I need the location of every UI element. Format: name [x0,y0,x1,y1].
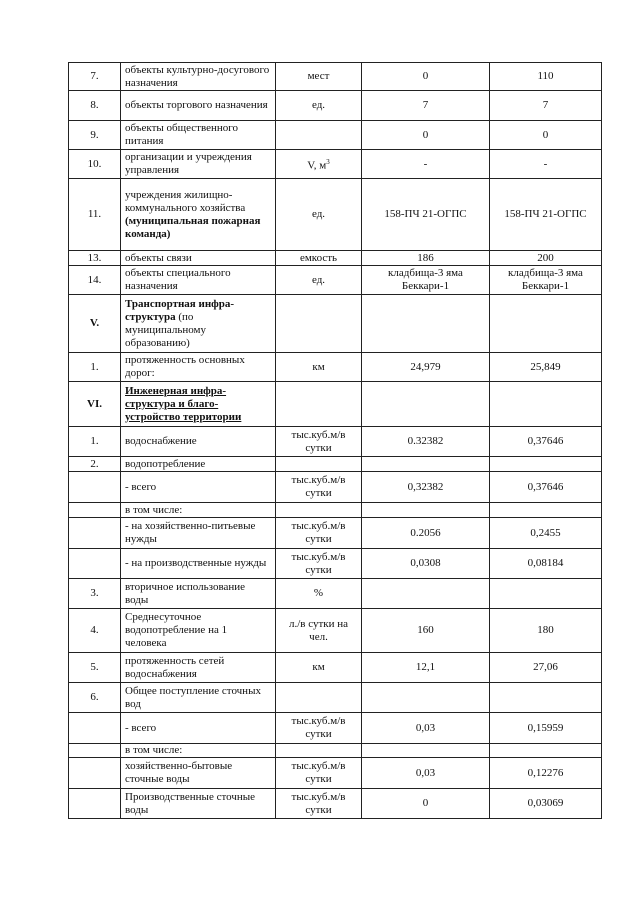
row-name: объекты культурно-досугового назначения [121,63,276,91]
row-value-1 [362,457,490,472]
section-title [121,295,276,353]
row-unit [276,744,362,758]
table-row [69,758,602,789]
row-value-2: 0,2455 [490,518,602,549]
row-value-1: 0,03 [362,758,490,789]
row-number: 10. [69,150,121,179]
table-row [69,121,602,150]
row-value-2: 0,37646 [490,427,602,457]
row-unit: ед. [276,91,362,121]
row-value-1: 158-ПЧ 21-ОГПС [362,179,490,251]
row-value-2: 0,37646 [490,472,602,503]
table-row [69,150,602,179]
table-row [69,609,602,653]
row-name: - на хозяйственно-питьевые нужды [121,518,276,549]
row-value-2 [490,295,602,353]
row-name [121,179,276,251]
row-name: протяженность сетей водоснабжения [121,653,276,683]
row-name: - всего [121,713,276,744]
section-title-note: (по муниципальному образованию) [125,310,207,349]
row-name-bold: (муниципальная пожарная команда) [125,214,261,240]
row-value-2: - [490,150,602,179]
row-value-1: 7 [362,91,490,121]
row-value-1 [362,382,490,427]
row-unit [276,457,362,472]
row-number [69,472,121,503]
row-unit [276,382,362,427]
row-name: объекты специального назначения [121,266,276,295]
row-value-1 [362,683,490,713]
row-unit [276,150,362,179]
row-value-2: 0,08184 [490,549,602,579]
row-value-2 [490,457,602,472]
row-number [69,713,121,744]
section-title-bold: Транспортная инфра-структура [125,297,235,323]
row-value-2: 0,15959 [490,713,602,744]
row-value-1: 0 [362,63,490,91]
row-unit: мест [276,63,362,91]
row-value-2: 0 [490,121,602,150]
row-value-1: 0.32382 [362,427,490,457]
table-row [69,789,602,819]
table-row [69,713,602,744]
row-name: - на производственные нужды [121,549,276,579]
row-value-2: 0,12276 [490,758,602,789]
row-value-1 [362,295,490,353]
row-unit [276,683,362,713]
row-unit: тыс.куб.м/в сутки [276,518,362,549]
row-value-1: 0 [362,789,490,819]
row-value-2: 7 [490,91,602,121]
row-name: Производственные сточные воды [121,789,276,819]
row-number [69,758,121,789]
table-row [69,579,602,609]
row-name: - всего [121,472,276,503]
row-unit [276,295,362,353]
section-number: VI. [69,382,121,427]
row-unit: емкость [276,251,362,266]
table-row [69,427,602,457]
row-number: 7. [69,63,121,91]
row-unit [276,121,362,150]
row-name: протяженность основных дорог: [121,353,276,382]
row-value-2: 110 [490,63,602,91]
row-value-1: 186 [362,251,490,266]
table-row [69,251,602,266]
row-number: 9. [69,121,121,150]
table-row [69,683,602,713]
row-value-1 [362,579,490,609]
unit-superscript: 3 [326,157,330,166]
row-name: Среднесуточное водопотребление на 1 человека [121,609,276,653]
section-title: Инженерная инфра-структура и благо-устройство территории [121,382,276,427]
row-unit [276,503,362,518]
row-number: 11. [69,179,121,251]
row-name: Общее поступление сточных вод [121,683,276,713]
row-number: 4. [69,609,121,653]
row-number [69,744,121,758]
row-value-2: 158-ПЧ 21-ОГПС [490,179,602,251]
row-value-1: 0 [362,121,490,150]
section-number: V. [69,295,121,353]
row-value-1: 160 [362,609,490,653]
row-unit: ед. [276,266,362,295]
row-number: 2. [69,457,121,472]
row-unit: тыс.куб.м/в сутки [276,549,362,579]
table-row [69,179,602,251]
table-row [69,457,602,472]
row-value-1: кладбища-3 яма Беккари-1 [362,266,490,295]
row-value-1: 0,03 [362,713,490,744]
table-row [69,549,602,579]
row-number [69,789,121,819]
row-unit: тыс.куб.м/в сутки [276,789,362,819]
row-unit: % [276,579,362,609]
row-unit: л./в сутки на чел. [276,609,362,653]
row-value-2 [490,579,602,609]
row-name: в том числе: [121,744,276,758]
row-name: в том числе: [121,503,276,518]
row-value-1: 0,32382 [362,472,490,503]
row-value-1: 12,1 [362,653,490,683]
row-name: организации и учреждения управления [121,150,276,179]
row-number: 6. [69,683,121,713]
row-unit: тыс.куб.м/в сутки [276,472,362,503]
row-number: 1. [69,353,121,382]
row-name: водопотребление [121,457,276,472]
table-row [69,63,602,91]
table-row [69,518,602,549]
row-value-2: 0,03069 [490,789,602,819]
row-number: 1. [69,427,121,457]
row-name: объекты общественного питания [121,121,276,150]
row-name: вторичное использование воды [121,579,276,609]
row-unit: тыс.куб.м/в сутки [276,713,362,744]
row-value-1 [362,744,490,758]
row-value-2: 180 [490,609,602,653]
row-unit: км [276,353,362,382]
row-name-text: учреждения жилищно-коммунального хозяйства [125,188,246,214]
row-value-1: 0,0308 [362,549,490,579]
row-number [69,503,121,518]
row-number: 14. [69,266,121,295]
row-value-2: кладбища-3 яма Беккари-1 [490,266,602,295]
row-value-1: 0.2056 [362,518,490,549]
table-row [69,295,602,353]
row-unit: тыс.куб.м/в сутки [276,758,362,789]
row-name: объекты связи [121,251,276,266]
row-value-1 [362,503,490,518]
row-unit: ед. [276,179,362,251]
table-row [69,653,602,683]
row-unit: тыс.куб.м/в сутки [276,427,362,457]
table-row [69,382,602,427]
table-row [69,91,602,121]
row-unit: км [276,653,362,683]
table-row [69,353,602,382]
table-row [69,744,602,758]
row-value-2: 25,849 [490,353,602,382]
row-number [69,518,121,549]
row-value-1: 24,979 [362,353,490,382]
unit-text: V, м [307,159,327,172]
row-value-2: 27,06 [490,653,602,683]
row-name: водоснабжение [121,427,276,457]
row-number: 5. [69,653,121,683]
row-name: хозяйственно-бытовые сточные воды [121,758,276,789]
row-value-2: 200 [490,251,602,266]
row-number: 13. [69,251,121,266]
table-row [69,503,602,518]
table-row [69,266,602,295]
row-name: объекты торгового назначения [121,91,276,121]
row-value-1: - [362,150,490,179]
row-value-2 [490,503,602,518]
row-value-2 [490,744,602,758]
row-number: 8. [69,91,121,121]
row-value-2 [490,382,602,427]
row-number: 3. [69,579,121,609]
row-value-2 [490,683,602,713]
indicators-table [68,62,602,819]
row-number [69,549,121,579]
table-row [69,472,602,503]
